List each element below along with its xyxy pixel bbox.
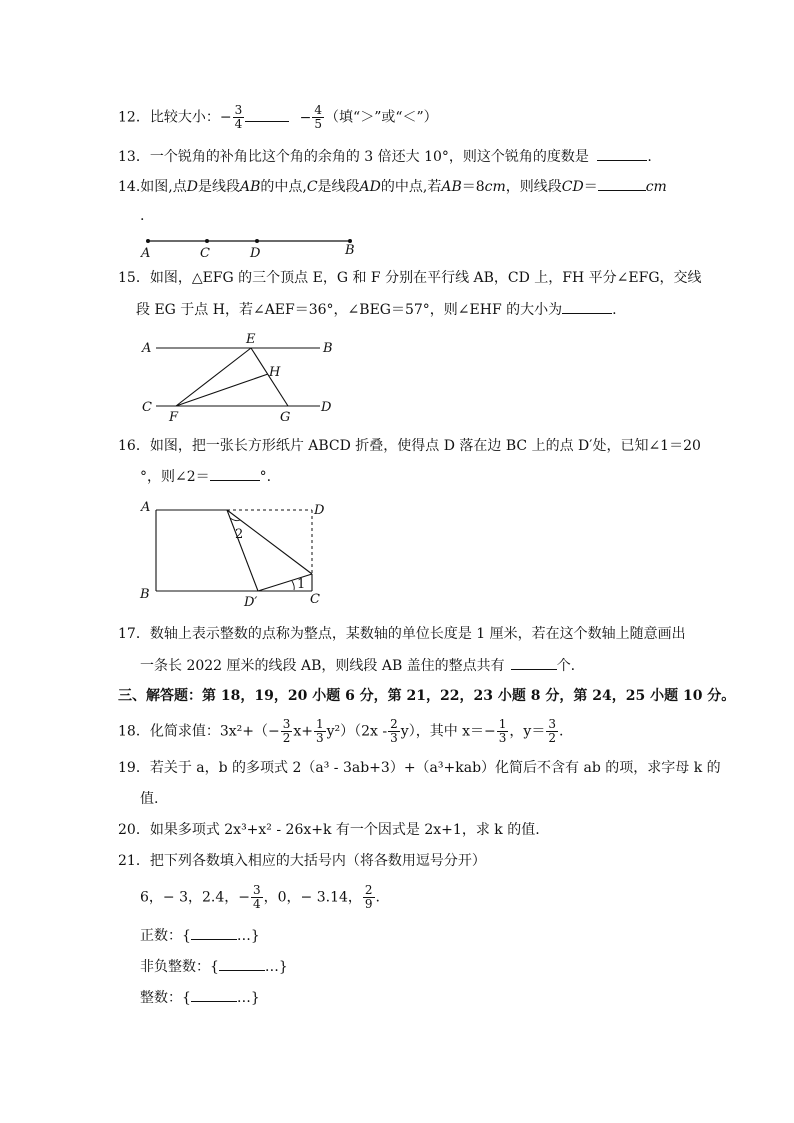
svg-text:A: A (141, 500, 151, 515)
question-19-line2: 值. (140, 791, 159, 807)
question-13: 13．一个锐角的补角比这个角的余角的 3 倍还大 10°，则这个锐角的度数是 . (118, 146, 652, 167)
question-21: 21．把下列各数填入相应的大括号内（将各数用逗号分开） (118, 853, 486, 869)
question-14: 14.如图,点D是线段AB的中点,C是线段AD的中点,若AB＝8cm，则线段CD＝ cm (118, 176, 667, 197)
svg-text:B: B (323, 341, 333, 356)
answer-blank (511, 655, 557, 670)
svg-text:B: B (140, 587, 150, 602)
svg-text:F: F (169, 410, 179, 425)
label-D: D (250, 246, 261, 261)
question-15-line2: 段 EG 于点 H，若∠AEF＝36°，∠BEG＝57°，则∠EHF 的大小为 . (136, 299, 617, 320)
label-B: B (345, 243, 355, 258)
question-17-line2: 一条长 2022 厘米的线段 AB，则线段 AB 盖住的整点共有 个. (140, 655, 575, 676)
svg-text:D: D (321, 400, 332, 415)
figure-15-parallel-lines (138, 330, 348, 425)
set-nonnegative-integers: 非负整数：{ …} (140, 956, 288, 977)
question-16-line2: °，则∠2＝ °. (140, 466, 271, 487)
answer-blank (562, 299, 612, 314)
answer-blank (191, 987, 237, 1002)
fraction: $\frac{4}{5}$ (314, 103, 323, 131)
question-20: 20．如果多项式 2x³+x² - 26x+k 有一个因式是 2x+1，求 k 的值. (118, 822, 540, 838)
question-15-line1: 15．如图，△EFG 的三个顶点 E，G 和 F 分别在平行线 AB，CD 上，FH 平分∠EFG，交线 (118, 270, 702, 286)
svg-text:C: C (310, 592, 320, 607)
fraction: $\frac{3}{4}$ (234, 103, 243, 131)
question-17-line1: 17．数轴上表示整数的点称为整点，某数轴的单位长度是 1 厘米，若在这个数轴上随意画出 (118, 626, 686, 642)
question-18: 18．化简求值：3x²+（− $\frac{3}{2}$ x+ $\frac{1}{3}$ y²）（2x - $\frac{2}{3}$ y），其中 x＝− $\frac{1}{3}$ ，y＝ $\frac{3}{2}$ . (118, 717, 564, 745)
answer-blank (191, 925, 237, 940)
answer-blank (219, 956, 265, 971)
figure-14-segment (140, 232, 370, 262)
svg-text:1: 1 (297, 577, 306, 592)
svg-text:E: E (246, 332, 256, 347)
section-3-heading: 三、解答题：第 18，19，20 小题 6 分，第 21，22，23 小题 8 分，第 24，25 小题 10 分。 (118, 688, 736, 704)
set-positive: 正数：{ …} (140, 925, 260, 946)
svg-text:D′: D′ (244, 595, 258, 610)
svg-text:D: D (314, 503, 325, 518)
svg-text:2: 2 (235, 527, 244, 542)
q13-text: 13．一个锐角的补角比这个角的余角的 3 倍还大 10°，则这个锐角的度数是 (118, 149, 589, 165)
label-A: A (141, 246, 151, 261)
answer-blank (598, 176, 646, 191)
question-19-line1: 19．若关于 a，b 的多项式 2（a³ - 3ab+3）+（a³+kab）化简后不含有 ab 的项，求字母 k 的 (118, 760, 721, 776)
q14-period: . (140, 208, 145, 224)
answer-blank (597, 146, 647, 161)
label-C: C (200, 246, 210, 261)
svg-text:C: C (142, 400, 152, 415)
q12-text: 12．比较大小： (118, 109, 220, 126)
q12-hint: （填“＞”或“＜”） (325, 109, 438, 126)
figure-16-folded-rectangle (138, 498, 338, 613)
answer-blank (245, 107, 289, 122)
answer-blank (210, 466, 260, 481)
set-integers: 整数：{ …} (140, 987, 260, 1008)
question-16-line1: 16．如图，把一张长方形纸片 ABCD 折叠，使得点 D 落在边 BC 上的点 D′处，已知∠1＝20 (118, 438, 701, 454)
question-21-numbers: 6，− 3，2.4，− $\frac{3}{4}$ ，0，− 3.14， $\frac{2}{9}$ . (140, 883, 380, 911)
svg-text:H: H (269, 365, 281, 380)
svg-text:G: G (280, 410, 291, 425)
question-12: 12．比较大小：− $\frac{3}{4}$ − $\frac{4}{5}$ （填“＞”或“＜”） (118, 103, 438, 131)
svg-text:A: A (142, 341, 152, 356)
